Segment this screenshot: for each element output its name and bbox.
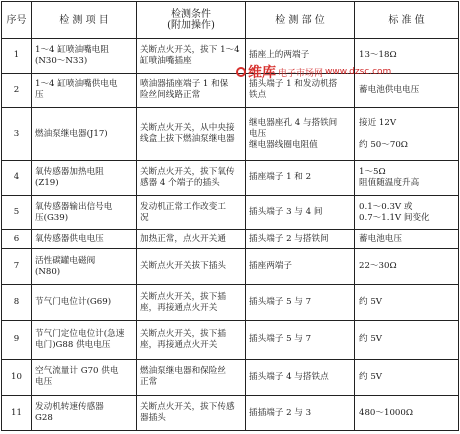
row-standard: 1～5Ω 阻值随温度升高 bbox=[355, 161, 459, 196]
row-standard: 蓄电池电压 bbox=[355, 230, 459, 248]
table-row bbox=[2, 248, 459, 285]
row-location: 插插端子 2 与 3 bbox=[246, 396, 355, 431]
row-condition: 关断点火开关，从中央接 线盒上拔下燃油泵继电器 bbox=[137, 108, 246, 161]
row-condition: 关断点火开关，拔下插 座，再接通点火开关 bbox=[137, 285, 246, 321]
row-number: 9 bbox=[2, 320, 32, 359]
row-number: 7 bbox=[2, 248, 32, 285]
row-standard: 22～30Ω bbox=[355, 248, 459, 285]
header-standard: 标 准 值 bbox=[355, 2, 459, 39]
row-condition: 关断点火开关，拔下传感 器插头 bbox=[137, 396, 246, 431]
table-row bbox=[2, 108, 459, 161]
row-item: 节气门定位电位计(急速 电门)G88 供电电压 bbox=[32, 320, 137, 359]
row-number: 10 bbox=[2, 359, 32, 396]
row-number: 8 bbox=[2, 285, 32, 321]
row-location: 插头端子 1 和发动机搭 铁点 bbox=[246, 73, 355, 108]
row-location: 插头端子 4 与搭铁点 bbox=[246, 359, 355, 396]
row-item: 氧传感器供电电压 bbox=[32, 230, 137, 248]
row-condition: 关断点火开关拔下插头 bbox=[137, 248, 246, 285]
table-row bbox=[2, 195, 459, 230]
table-row bbox=[2, 230, 459, 248]
row-location: 继电器座孔 4 与搭铁间 电压 继电器线圈电阻值 bbox=[246, 108, 355, 161]
row-item: 燃油泵继电器(J17) bbox=[32, 108, 137, 161]
row-condition: 喷油器插座端子 1 和保 险丝间线路正常 bbox=[137, 73, 246, 108]
row-item: 氧传感器输出信号电 压(G39) bbox=[32, 195, 137, 230]
row-location: 插座两端子 bbox=[246, 248, 355, 285]
header-item: 检 测 项 目 bbox=[32, 2, 137, 39]
row-location: 插头端子 2 与搭铁间 bbox=[246, 230, 355, 248]
row-location: 插头端子 3 与 4 间 bbox=[246, 195, 355, 230]
row-condition: 燃油泵继电器和保险丝 正常 bbox=[137, 359, 246, 396]
watermark-url: www.dzsc.com bbox=[325, 67, 392, 77]
row-item: 发动机转速传感器 G28 bbox=[32, 396, 137, 431]
row-number: 4 bbox=[2, 161, 32, 196]
row-condition: 关断点火开关，拔下氧传 感器 4 个端子的插头 bbox=[137, 161, 246, 196]
watermark-title: 维库 bbox=[248, 65, 276, 81]
table-row bbox=[2, 285, 459, 321]
diagnostic-table bbox=[1, 1, 459, 431]
row-location: 插头端子 5 与 7 bbox=[246, 285, 355, 321]
row-item: 空气流量计 G70 供电 电压 bbox=[32, 359, 137, 396]
row-standard: 约 5V bbox=[355, 359, 459, 396]
row-standard: 0.1～0.3V 或 0.7～1.1V 间变化 bbox=[355, 195, 459, 230]
row-condition: 关断点火开关，拔下 1～4 缸喷油嘴插座 bbox=[137, 39, 246, 74]
header-condition: 检测条件 (附加操作) bbox=[137, 2, 246, 39]
table-row bbox=[2, 39, 459, 74]
header-location: 检 测 部 位 bbox=[246, 2, 355, 39]
row-number: 3 bbox=[2, 108, 32, 161]
row-location: 插座上的两端子 bbox=[246, 39, 355, 74]
table-row bbox=[2, 396, 459, 431]
row-condition: 加热正常，点火开关通 bbox=[137, 230, 246, 248]
row-item: 氧传感器加热电阻 (Z19) bbox=[32, 161, 137, 196]
row-standard: 13～18Ω bbox=[355, 39, 459, 74]
row-number: 6 bbox=[2, 230, 32, 248]
row-number: 5 bbox=[2, 195, 32, 230]
row-standard: 480～1000Ω bbox=[355, 396, 459, 431]
row-number: 11 bbox=[2, 396, 32, 431]
row-location: 插头端子 5 与 7 bbox=[246, 320, 355, 359]
row-condition: 发动机正常工作改变工 况 bbox=[137, 195, 246, 230]
table-row bbox=[2, 359, 459, 396]
watermark-subtitle: 电子市场网 bbox=[278, 68, 324, 79]
header-number: 序号 bbox=[2, 2, 32, 39]
table-row bbox=[2, 320, 459, 359]
row-item: 节气门电位计(G69) bbox=[32, 285, 137, 321]
row-number: 1 bbox=[2, 39, 32, 74]
row-location: 插座端子 1 和 2 bbox=[246, 161, 355, 196]
row-standard: 约 5V bbox=[355, 320, 459, 359]
row-standard: 蓄电池供电电压 bbox=[355, 73, 459, 108]
row-item: 活性碳罐电磁阀 (N80) bbox=[32, 248, 137, 285]
row-item: 1～4 缸喷油嘴供电电 压 bbox=[32, 73, 137, 108]
row-standard: 接近 12V 约 50～70Ω bbox=[355, 108, 459, 161]
table-row bbox=[2, 161, 459, 196]
row-condition: 关断点火开关，拔下插 座，再接通点火开关 bbox=[137, 320, 246, 359]
row-standard: 约 5V bbox=[355, 285, 459, 321]
row-item: 1～4 缸喷油嘴电阻 (N30～N33) bbox=[32, 39, 137, 74]
table-row bbox=[2, 73, 459, 108]
header-row bbox=[2, 2, 459, 39]
row-number: 2 bbox=[2, 73, 32, 108]
